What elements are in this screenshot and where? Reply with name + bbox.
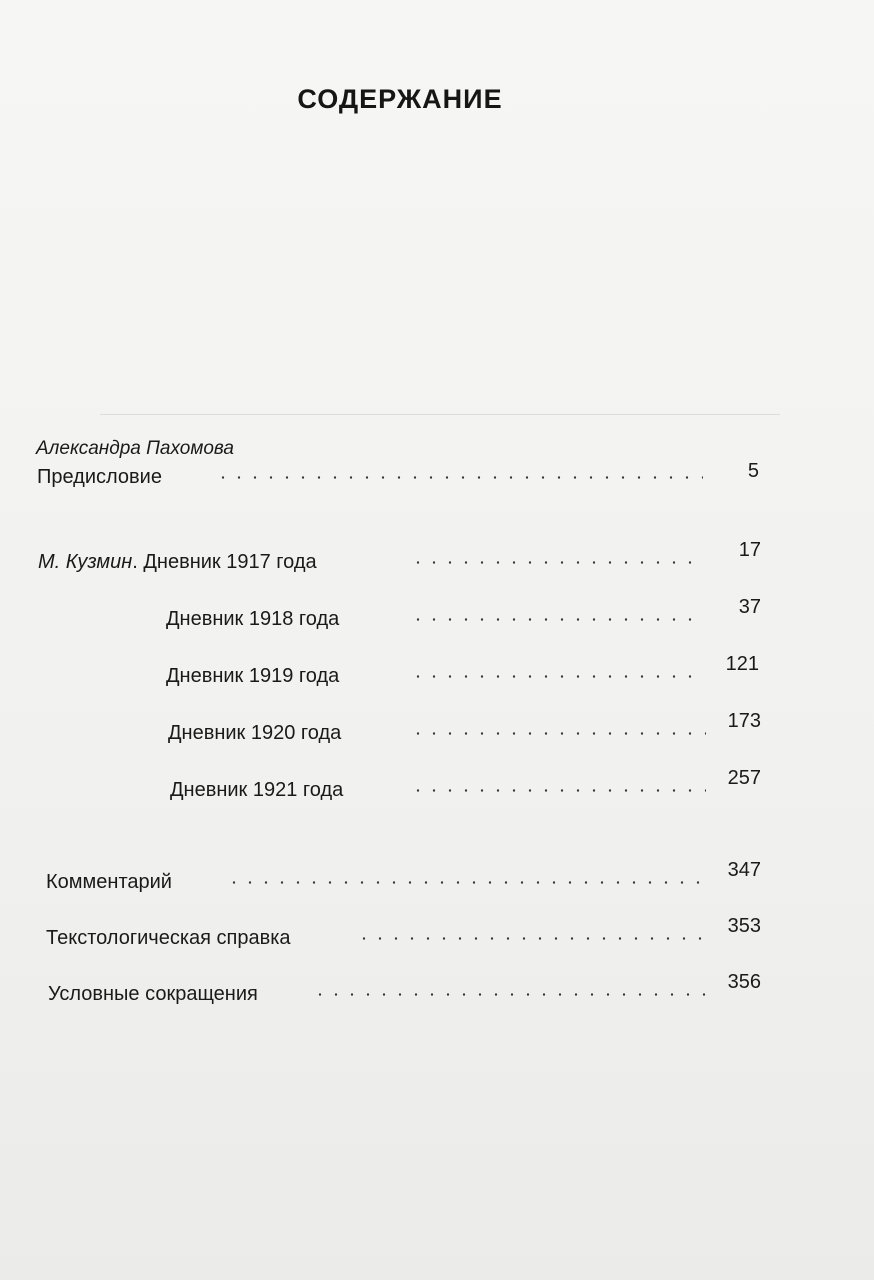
page-number: 347 bbox=[727, 859, 761, 881]
page-number: 121 bbox=[725, 653, 759, 675]
toc-row-diary-1918[interactable] bbox=[166, 596, 761, 632]
toc-title: Дневник 1918 года bbox=[166, 608, 340, 630]
toc-row-diary-1919[interactable] bbox=[166, 653, 759, 689]
preface-author: Александра Пахомова bbox=[36, 438, 234, 459]
bleed-through-decoration bbox=[262, 280, 326, 344]
leader-dots bbox=[215, 476, 703, 479]
page-number: 173 bbox=[727, 710, 761, 732]
toc-title: Комментарий bbox=[46, 871, 172, 893]
toc-row-diary-1920[interactable] bbox=[168, 710, 761, 746]
leader-dots bbox=[356, 937, 712, 940]
toc-title: Текстологическая справка bbox=[46, 927, 291, 949]
toc-row-diary-1917[interactable] bbox=[38, 539, 761, 575]
page-number: 5 bbox=[747, 460, 759, 482]
page-title: СОДЕРЖАНИЕ bbox=[297, 84, 503, 114]
bleed-through-rule bbox=[100, 414, 780, 415]
diary-author: М. Кузмин bbox=[38, 551, 133, 573]
toc-title: Дневник 1921 года bbox=[170, 779, 344, 801]
toc-row-textual-note[interactable] bbox=[46, 915, 761, 951]
page-number: 37 bbox=[738, 596, 761, 618]
toc-title: Дневник 1920 года bbox=[168, 722, 342, 744]
leader-dots bbox=[410, 561, 704, 564]
toc-row-commentary[interactable] bbox=[46, 859, 761, 895]
toc-row-preface[interactable] bbox=[37, 460, 759, 490]
page-number: 257 bbox=[727, 767, 761, 789]
leader-dots bbox=[410, 732, 706, 735]
leader-dots bbox=[410, 789, 706, 792]
leader-dots bbox=[410, 618, 704, 621]
page-number: 356 bbox=[727, 971, 761, 993]
toc-title: Дневник 1919 года bbox=[166, 665, 340, 687]
toc-title: Предисловие bbox=[37, 466, 162, 488]
leader-dots bbox=[226, 881, 712, 884]
page-number: 17 bbox=[738, 539, 761, 561]
toc-title: Условные сокращения bbox=[48, 983, 258, 1005]
page-number: 353 bbox=[727, 915, 761, 937]
leader-dots bbox=[410, 675, 704, 678]
leader-dots bbox=[312, 993, 712, 996]
toc-title: . Дневник 1917 года bbox=[132, 551, 317, 573]
toc-row-diary-1921[interactable] bbox=[170, 767, 761, 803]
toc-row-abbreviations[interactable] bbox=[48, 971, 761, 1007]
